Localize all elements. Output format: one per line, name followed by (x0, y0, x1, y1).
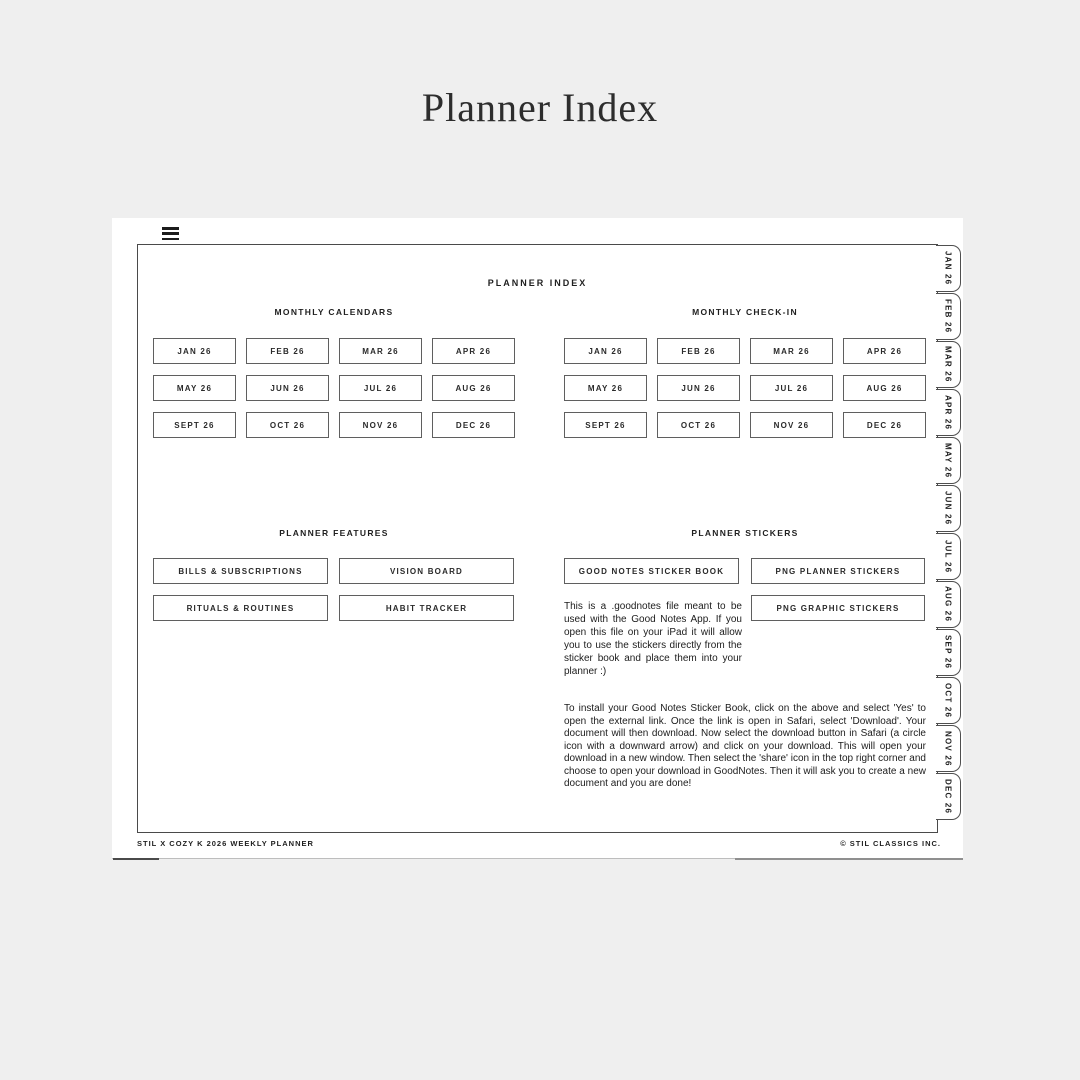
right-column (564, 245, 926, 832)
page-title: Planner Index (421, 85, 659, 130)
month-tab[interactable]: OCT 26 (936, 677, 961, 724)
bills-subscriptions-button[interactable]: BILLS & SUBSCRIPTIONS (153, 558, 328, 584)
month-tab[interactable]: FEB 26 (936, 293, 961, 340)
png-planner-stickers-button[interactable]: PNG PLANNER STICKERS (751, 558, 925, 584)
hamburger-menu-icon[interactable] (162, 227, 179, 240)
month-tab[interactable]: JAN 26 (936, 245, 961, 292)
calendar-month-button[interactable]: OCT 26 (246, 412, 329, 438)
checkin-month-button[interactable]: MAR 26 (750, 338, 833, 364)
month-tab[interactable]: AUG 26 (936, 581, 961, 628)
month-tab[interactable]: DEC 26 (936, 773, 961, 820)
month-tab[interactable]: MAY 26 (936, 437, 961, 484)
calendar-month-button[interactable]: DEC 26 (432, 412, 515, 438)
page-frame (137, 244, 938, 833)
monthly-calendars-title: MONTHLY CALENDARS (274, 307, 394, 317)
left-column (153, 245, 515, 832)
checkin-month-button[interactable]: SEPT 26 (564, 412, 647, 438)
month-tab[interactable]: SEP 26 (936, 629, 961, 676)
checkin-month-button[interactable]: JAN 26 (564, 338, 647, 364)
calendar-month-button[interactable]: JUN 26 (246, 375, 329, 401)
calendar-month-button[interactable]: APR 26 (432, 338, 515, 364)
good-notes-sticker-book-button[interactable]: GOOD NOTES STICKER BOOK (564, 558, 739, 584)
calendar-month-button[interactable]: SEPT 26 (153, 412, 236, 438)
sticker-book-note: This is a .goodnotes file meant to be used with the Good Notes App. If you open this file on your iPad it will allow you to use the stickers directly from the sticker book and place them into your planner :) (564, 601, 742, 677)
monthly-check-in-title: MONTHLY CHECK-IN (692, 307, 798, 317)
checkin-month-button[interactable]: OCT 26 (657, 412, 740, 438)
checkin-month-button[interactable]: FEB 26 (657, 338, 740, 364)
month-tab-column (936, 245, 961, 821)
checkin-month-button[interactable]: MAY 26 (564, 375, 647, 401)
month-tab[interactable]: NOV 26 (936, 725, 961, 772)
planner-sheet (112, 218, 963, 858)
month-tab[interactable]: JUL 26 (936, 533, 961, 580)
month-tab[interactable]: MAR 26 (936, 341, 961, 388)
planner-index-heading: PLANNER INDEX (487, 278, 588, 288)
checkin-month-button[interactable]: APR 26 (843, 338, 926, 364)
monthly-check-in-grid (564, 338, 926, 438)
calendar-month-button[interactable]: FEB 26 (246, 338, 329, 364)
calendar-month-button[interactable]: NOV 26 (339, 412, 422, 438)
vision-board-button[interactable]: VISION BOARD (339, 558, 514, 584)
calendar-month-button[interactable]: MAR 26 (339, 338, 422, 364)
rituals-routines-button[interactable]: RITUALS & ROUTINES (153, 595, 328, 621)
habit-tracker-button[interactable]: HABIT TRACKER (339, 595, 514, 621)
calendar-month-button[interactable]: JAN 26 (153, 338, 236, 364)
month-tab[interactable]: APR 26 (936, 389, 961, 436)
checkin-month-button[interactable]: JUN 26 (657, 375, 740, 401)
planner-features-title: PLANNER FEATURES (279, 528, 389, 538)
page-footer (137, 839, 941, 848)
checkin-month-button[interactable]: AUG 26 (843, 375, 926, 401)
calendar-month-button[interactable]: AUG 26 (432, 375, 515, 401)
png-graphic-stickers-button[interactable]: PNG GRAPHIC STICKERS (751, 595, 925, 621)
calendar-month-button[interactable]: JUL 26 (339, 375, 422, 401)
calendar-month-button[interactable]: MAY 26 (153, 375, 236, 401)
checkin-month-button[interactable]: DEC 26 (843, 412, 926, 438)
checkin-month-button[interactable]: NOV 26 (750, 412, 833, 438)
checkin-month-button[interactable]: JUL 26 (750, 375, 833, 401)
monthly-calendars-grid (153, 338, 515, 438)
footer-planner-name: STIL X COZY K 2026 WEEKLY PLANNER (137, 839, 314, 848)
install-instructions: To install your Good Notes Sticker Book, click on the above and select 'Yes' to open the external link. Once the link is open in Safari, select 'Download'. Your document will then download. Now select the download button in Safari (a circle icon with a downward arrow) and click on your download. This will open your download in a new window. Then select the 'share' icon in the top right corner and choose to open your download in GoodNotes. Then it will ask you to create a new document and you are done! (564, 703, 926, 789)
planner-stickers-title: PLANNER STICKERS (691, 528, 799, 538)
month-tab[interactable]: JUN 26 (936, 485, 961, 532)
footer-copyright: © STIL CLASSICS INC. (840, 839, 941, 848)
